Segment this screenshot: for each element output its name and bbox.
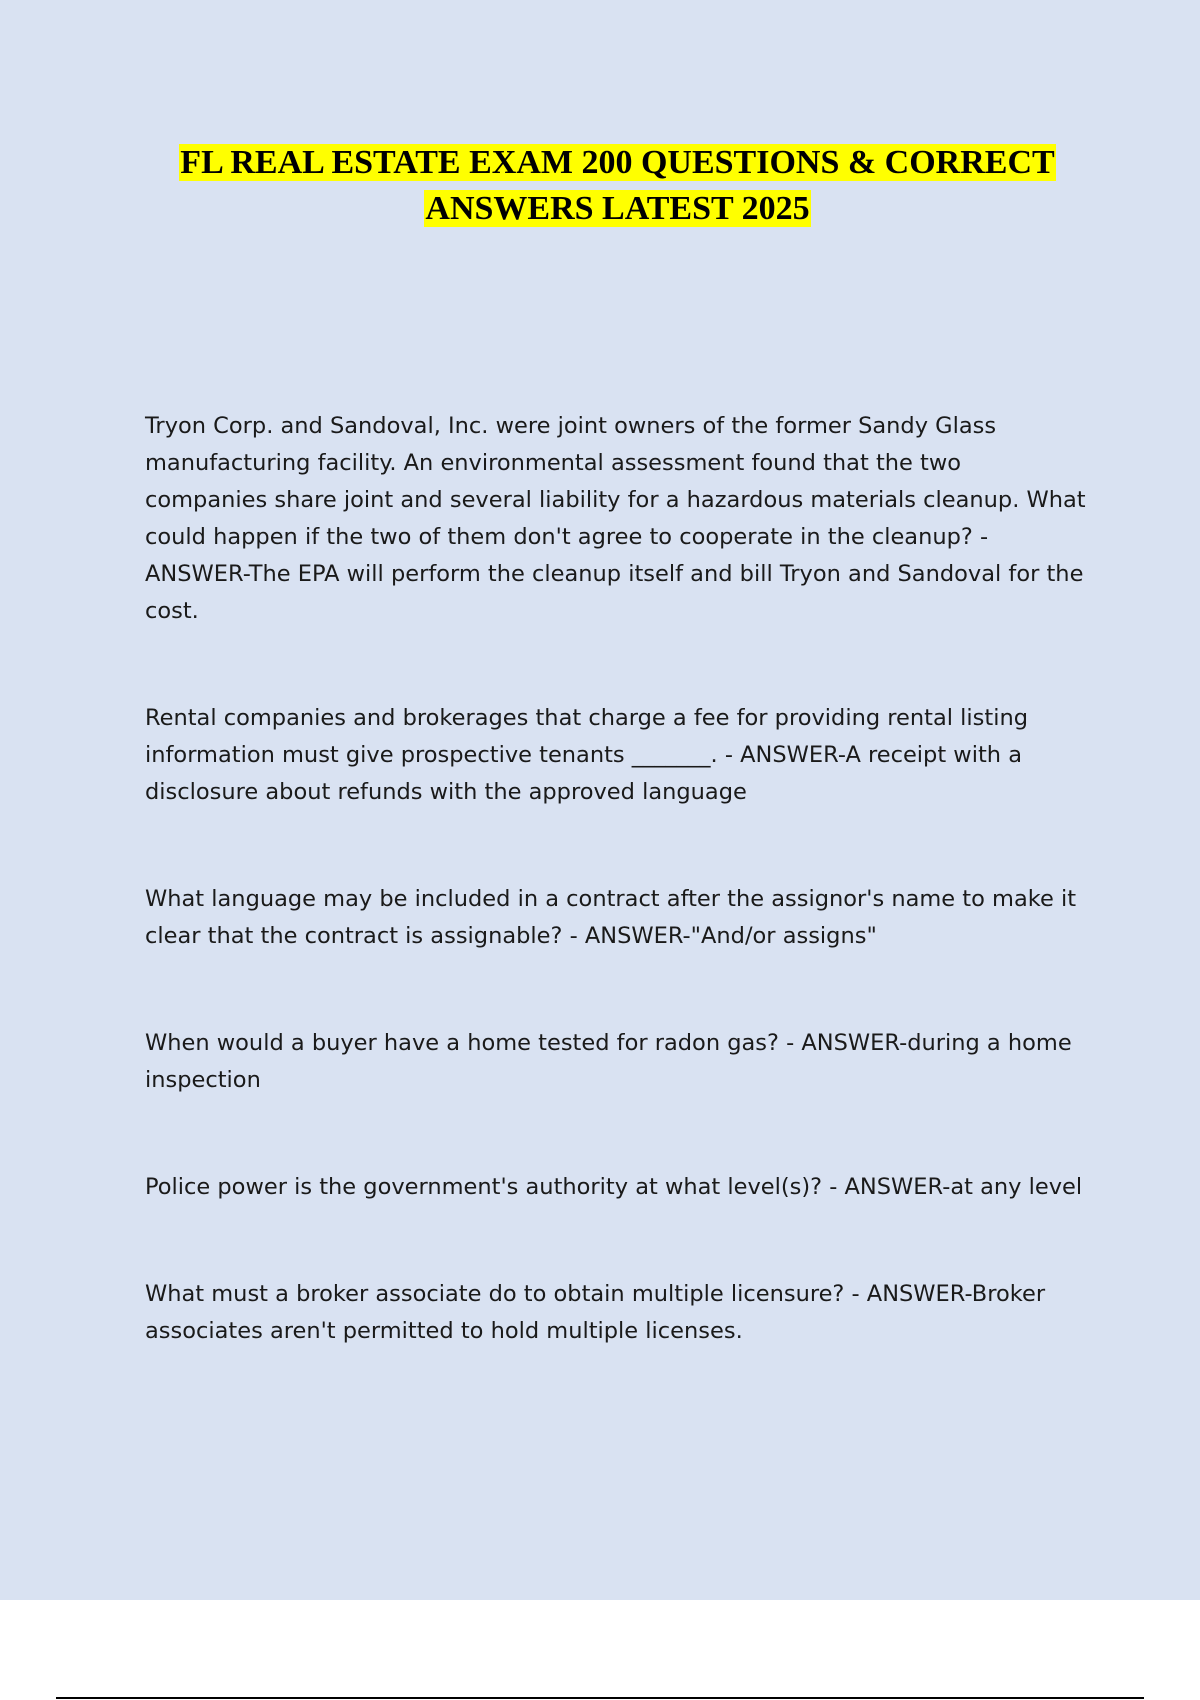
document-title: [145, 140, 1090, 232]
qa-item: When would a buyer have a home tested for radon gas? - ANSWER-during a home inspection: [145, 1030, 1072, 1093]
title-line-1: FL REAL ESTATE EXAM 200 QUESTIONS & CORRECT: [180, 144, 1055, 181]
title-line-2: ANSWERS LATEST 2025: [425, 190, 810, 227]
qa-item: Tryon Corp. and Sandoval, Inc. were joint owners of the former Sandy Glass manufacturing facility. An environmental assessment found that the two companies share joint and several liability for a hazardous materials cleanup. What could happen if the two of them don't agree to cooperate in the cleanup? - ANSWER-The EPA will perform the cleanup itself and bill Tryon and Sandoval for the cost.: [145, 413, 1086, 624]
footer-divider: [56, 1697, 1144, 1699]
qa-item: Rental companies and brokerages that charge a fee for providing rental listing information must give prospective tenants _______. - ANSWER-A receipt with a disclosure about refunds with the approved language: [145, 705, 1028, 805]
document-content: [145, 140, 1090, 1420]
qa-item: Police power is the government's authority at what level(s)? - ANSWER-at any level: [145, 1174, 1083, 1200]
qa-item: What language may be included in a contract after the assignor's name to make it clear that the contract is assignable? - ANSWER-"And/or assigns": [145, 886, 1077, 949]
qa-item: What must a broker associate do to obtain multiple licensure? - ANSWER-Broker associates aren't permitted to hold multiple licenses.: [145, 1281, 1046, 1344]
qa-list: [145, 408, 1090, 1350]
